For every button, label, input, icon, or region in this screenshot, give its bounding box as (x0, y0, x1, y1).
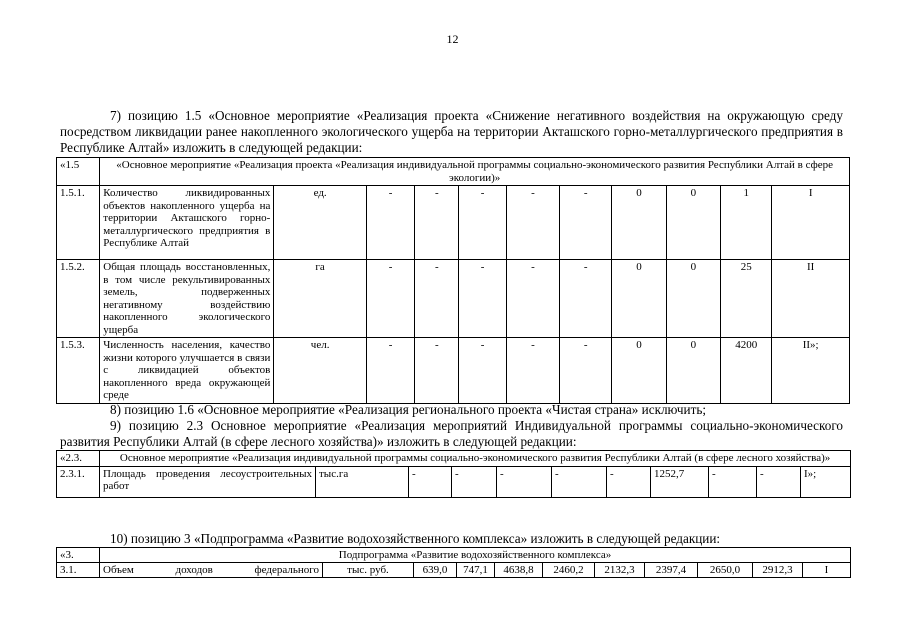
value-cell: II (772, 260, 850, 338)
value-cell: - (506, 186, 559, 260)
paragraph-9: 9) позицию 2.3 Основное мероприятие «Реализация мероприятий Индивидуальной программы социально-экономического развития Республики Алтай (в сфере лесного хозяйства)» изложить в следующей редакции: (60, 418, 843, 449)
value-cell: - (366, 260, 414, 338)
table-position-2-3 (56, 450, 851, 498)
paragraph-7: 7) позицию 1.5 «Основное мероприятие «Реализация проекта «Снижение негативного воздействия на окружающую среду посредством ликвидации ранее накопленного экологического ущерба на территории Акташского горно-металлургического предприятия в Республике Алтай» изложить в следующей редакции: (60, 108, 843, 155)
value-cell: - (452, 466, 497, 497)
value-cell: 0 (612, 338, 666, 404)
table-row (57, 466, 851, 497)
value-cell: I (772, 186, 850, 260)
value-cell: - (415, 338, 459, 404)
value-cell: 1 (721, 186, 772, 260)
value-cell: 2912,3 (753, 563, 803, 578)
unit: ед. (274, 186, 367, 260)
table-header-row (57, 548, 851, 563)
table-position-1-5 (56, 157, 850, 404)
value-cell: 0 (612, 186, 666, 260)
unit: тыс.га (316, 466, 409, 497)
value-cell: - (366, 186, 414, 260)
value-cell: - (506, 260, 559, 338)
page-number: 12 (446, 32, 459, 46)
value-cell: - (497, 466, 552, 497)
value-cell: - (560, 186, 612, 260)
value-cell: 747,1 (457, 563, 495, 578)
value-cell: I»; (801, 466, 851, 497)
value-cell: - (459, 338, 506, 404)
indicator-name: Численность населения, качество жизни которого улучшается в связи с ликвидацией объектов накопленного вреда окружающей среде (100, 338, 274, 404)
row-code: 3.1. (57, 563, 100, 578)
table-row (57, 563, 851, 578)
value-cell: I (803, 563, 851, 578)
value-cell: - (409, 466, 452, 497)
value-cell: 25 (721, 260, 772, 338)
paragraph-8: 8) позицию 1.6 «Основное мероприятие «Реализация регионального проекта «Чистая страна» исключить; (110, 402, 707, 417)
position-title: Подпрограмма «Развитие водохозяйственного комплекса» (100, 548, 851, 563)
value-cell: - (560, 338, 612, 404)
table-row (57, 260, 850, 338)
value-cell: - (709, 466, 757, 497)
indicator-name: Объем доходов федерального (100, 563, 323, 578)
paragraph-10: 10) позицию 3 «Подпрограмма «Развитие водохозяйственного комплекса» изложить в следующей редакции: (110, 531, 721, 546)
table-row (57, 186, 850, 260)
value-cell: 4200 (721, 338, 772, 404)
unit: тыс. руб. (323, 563, 414, 578)
value-cell: 0 (666, 260, 720, 338)
value-cell: 2650,0 (698, 563, 753, 578)
value-cell: 0 (666, 338, 720, 404)
indicator-name: Общая площадь восстановленных, в том числе рекультивированных земель, подверженных негативному воздействию накопленного экологического ущерба (100, 260, 274, 338)
row-code: 1.5.3. (57, 338, 100, 404)
value-cell: - (415, 186, 459, 260)
table-header-row (57, 158, 850, 186)
table-position-3 (56, 547, 851, 578)
value-cell: 2132,3 (595, 563, 645, 578)
value-cell: 0 (612, 260, 666, 338)
position-code: «1.5 (57, 158, 100, 186)
value-cell: - (552, 466, 607, 497)
value-cell: - (415, 260, 459, 338)
row-code: 2.3.1. (57, 466, 100, 497)
value-cell: II»; (772, 338, 850, 404)
value-cell: 639,0 (414, 563, 457, 578)
unit: га (274, 260, 367, 338)
value-cell: 2397,4 (645, 563, 698, 578)
value-cell: 2460,2 (543, 563, 595, 578)
value-cell: - (560, 260, 612, 338)
unit: чел. (274, 338, 367, 404)
table-header-row (57, 451, 851, 467)
position-code: «2.3. (57, 451, 100, 467)
indicator-name: Площадь проведения лесоустроительных работ (100, 466, 316, 497)
table-row (57, 338, 850, 404)
value-cell: 1252,7 (651, 466, 709, 497)
value-cell: - (459, 186, 506, 260)
value-cell: 0 (666, 186, 720, 260)
value-cell: - (506, 338, 559, 404)
value-cell: 4638,8 (495, 563, 543, 578)
value-cell: - (459, 260, 506, 338)
value-cell: - (607, 466, 651, 497)
value-cell: - (757, 466, 801, 497)
row-code: 1.5.1. (57, 186, 100, 260)
row-code: 1.5.2. (57, 260, 100, 338)
position-title: Основное мероприятие «Реализация индивидуальной программы социально-экономического развития Республики Алтай (в сфере лесного хозяйства)» (100, 451, 851, 467)
indicator-name: Количество ликвидированных объектов накопленного ущерба на территории Акташского горно-металлургического предприятия в Республике Алтай (100, 186, 274, 260)
position-title: «Основное мероприятие «Реализация проекта «Реализация индивидуальной программы социально-экономического развития Республики Алтай в сфере экологии)» (100, 158, 850, 186)
position-code: «3. (57, 548, 100, 563)
value-cell: - (366, 338, 414, 404)
